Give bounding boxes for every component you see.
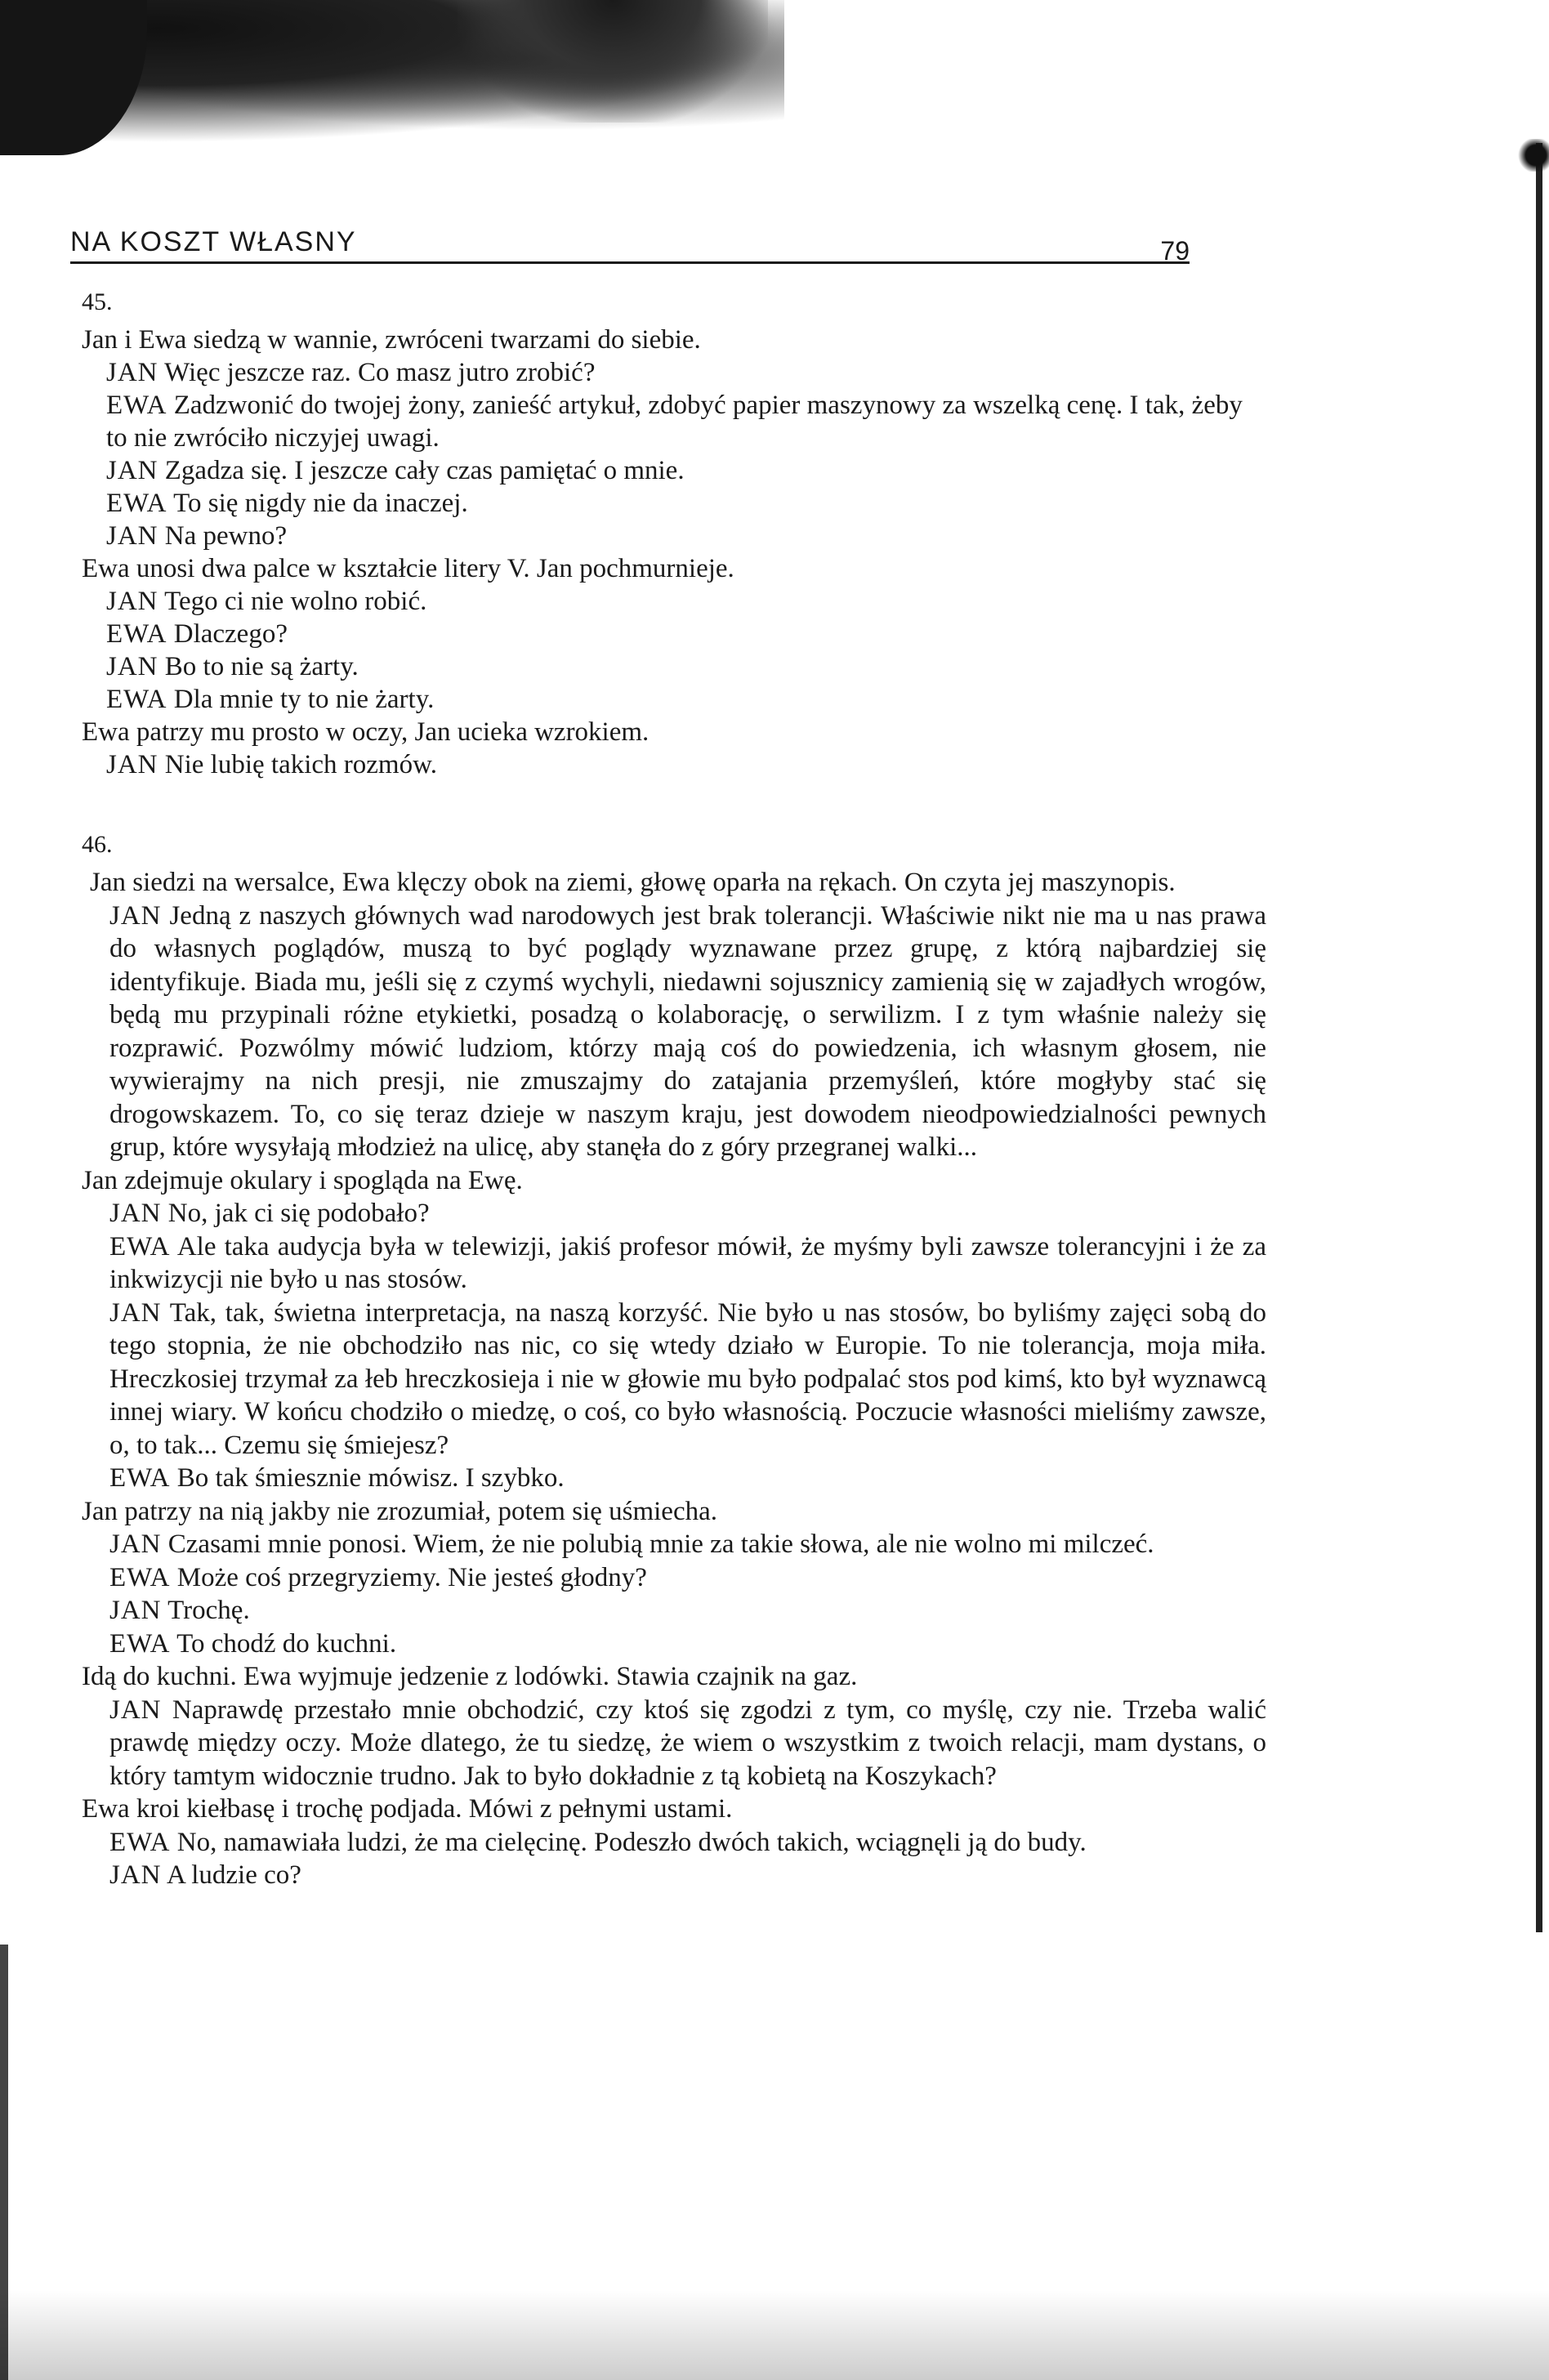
dialogue-line (82, 683, 1266, 716)
book-title: NA KOSZT WŁASNY (70, 226, 357, 257)
speaker-name: JAN (109, 1860, 162, 1890)
line-text: Na pewno? (164, 521, 288, 551)
dialogue-line (82, 585, 1266, 618)
dialogue-line (82, 1230, 1266, 1297)
speaker-name: EWA (109, 1827, 171, 1857)
speaker-name: JAN (106, 358, 158, 387)
speaker-name: JAN (109, 1529, 162, 1559)
dialogue-line (82, 1694, 1266, 1793)
scene-lines (82, 866, 1266, 1892)
stage-direction (82, 866, 1266, 900)
dialogue-line (82, 1594, 1266, 1628)
speaker-name: JAN (109, 900, 162, 931)
speaker-name: JAN (106, 587, 158, 616)
dialogue-line (82, 389, 1266, 454)
scene-46 (82, 828, 1266, 1892)
line-text: No, namawiała ludzi, że ma cielęcinę. Podeszło dwóch takich, wciągnęli ją do budy. (176, 1827, 1087, 1857)
dialogue-line (82, 1462, 1266, 1495)
stage-direction (82, 1164, 1266, 1198)
line-text: Bo tak śmiesznie mówisz. I szybko. (176, 1463, 565, 1493)
line-text: Naprawdę przestało mnie obchodzić, czy ktoś się zgodzi z tym, co myślę, czy nie. Trzeba walić prawdę między oczy. Może dlatego, że tu siedzę, że wiem o wszystkim z twoich relacji, mam dystans, o który tamtym widocznie trudno. Jak to było dokładnie z tą kobietą na Koszykach? (109, 1695, 1266, 1791)
speaker-name: EWA (109, 1463, 171, 1493)
line-text: To się nigdy nie da inaczej. (173, 489, 468, 518)
dialogue-line (82, 900, 1266, 1164)
line-text: Jan zdejmuje okulary i spogląda na Ewę. (82, 1165, 523, 1195)
line-text: Jedną z naszych głównych wad narodowych jest brak tolerancji. Właściwie nikt nie ma u nas prawa do własnych poglądów, muszą to być poglądy wyznawane przez grupę, z którą najbardziej się identyfikuje. Biada mu, jeśli się z czymś wychyli, niedawni sojusznicy zamienią się w zajadłych wrogów, będą mu przypinali różne etykietki, posadzą o kolaborację, o serwilizm. I z tym właśnie należy się rozprawić. Pozwólmy mówić ludziom, którzy mają coś do powiedzenia, ich własnym głosem, nie wywierajmy na nich presji, nie zmuszajmy do zatajania przemyśleń, które mogłyby stać się drogowskazem. To, co się teraz dzieje w naszym kraju, jest dowodem nieodpowiedzialności pewnych grup, które wysyłają młodzież na ulicę, aby stanęła do z góry przegranej walki... (109, 900, 1266, 1162)
scan-artifact-right-corner (1516, 139, 1549, 172)
speaker-name: JAN (109, 1199, 162, 1228)
scene-45 (82, 286, 1266, 781)
dialogue-line (82, 618, 1266, 650)
dialogue-line (82, 1561, 1266, 1595)
dialogue-line (82, 748, 1266, 781)
line-text: Ewa patrzy mu prosto w oczy, Jan ucieka wzrokiem. (82, 717, 650, 747)
line-text: Czasami mnie ponosi. Wiem, że nie polubią mnie za takie słowa, ale nie wolno mi milczeć. (167, 1529, 1154, 1559)
speaker-name: EWA (106, 685, 167, 714)
speaker-name: JAN (106, 456, 158, 485)
line-text: Dlaczego? (173, 619, 288, 649)
speaker-name: EWA (106, 391, 167, 420)
speaker-name: EWA (106, 489, 167, 518)
line-text: Tego ci nie wolno robić. (164, 587, 427, 616)
line-text: Zadzwonić do twojej żony, zanieść artykuł, zdobyć papier maszynowy za wszelką cenę. I tak, żeby to nie zwróciło niczyjej uwagi. (106, 391, 1243, 453)
speaker-name: JAN (109, 1695, 162, 1725)
dialogue-line (82, 356, 1266, 389)
line-text: Więc jeszcze raz. Co masz jutro zrobić? (164, 358, 596, 387)
dialogue-line (82, 1628, 1266, 1661)
line-text: Trochę. (167, 1596, 250, 1625)
running-header (70, 214, 1190, 264)
speaker-name: JAN (106, 652, 158, 681)
scene-lines (82, 324, 1266, 781)
stage-direction (82, 1495, 1266, 1529)
scan-artifact-bottom (0, 2290, 1549, 2380)
speaker-name: EWA (109, 1562, 171, 1592)
dialogue-line (82, 487, 1266, 520)
scan-artifact-top-center (458, 0, 768, 123)
line-text: Ewa kroi kiełbasę i trochę podjada. Mówi z pełnymi ustami. (82, 1794, 733, 1824)
line-text: Dla mnie ty to nie żarty. (173, 685, 435, 714)
line-text: Zgadza się. I jeszcze cały czas pamiętać o mnie. (164, 456, 685, 485)
line-text: No, jak ci się podobało? (167, 1199, 430, 1228)
speaker-name: JAN (106, 521, 158, 551)
speaker-name: JAN (109, 1297, 162, 1328)
line-text: Jan i Ewa siedzą w wannie, zwróceni twarzami do siebie. (82, 325, 701, 355)
line-text: Może coś przegryziemy. Nie jesteś głodny? (176, 1562, 647, 1592)
dialogue-line (82, 1859, 1266, 1892)
line-text: Jan siedzi na wersalce, Ewa klęczy obok na ziemi, głowę oparła na rękach. On czyta jej maszynopis. (90, 868, 1176, 897)
line-text: Jan patrzy na nią jakby nie zrozumiał, potem się uśmiecha. (82, 1496, 717, 1526)
dialogue-line (82, 1528, 1266, 1561)
line-text: Idą do kuchni. Ewa wyjmuje jedzenie z lodówki. Stawia czajnik na gaz. (82, 1662, 858, 1691)
dialogue-line (82, 454, 1266, 487)
stage-direction (82, 1660, 1266, 1694)
dialogue-line (82, 520, 1266, 552)
dialogue-line (82, 650, 1266, 683)
stage-direction (82, 1793, 1266, 1826)
line-text: Ale taka audycja była w telewizji, jakiś profesor mówił, że myśmy byli zawsze tolerancyjni i że za inkwizycji nie było u nas stosów. (109, 1231, 1266, 1294)
speaker-name: EWA (109, 1628, 171, 1659)
scan-artifact-right-edge (1536, 143, 1542, 1932)
scene-number: 45. (82, 288, 113, 315)
speaker-name: JAN (109, 1596, 162, 1625)
scene-number: 46. (82, 831, 113, 858)
dialogue-line (82, 1297, 1266, 1462)
stage-direction (82, 324, 1266, 356)
line-text: Bo to nie są żarty. (164, 652, 359, 681)
dialogue-line (82, 1826, 1266, 1860)
stage-direction (82, 552, 1266, 585)
line-text: Tak, tak, świetna interpretacja, na naszą korzyść. Nie było u nas stosów, bo byliśmy zajęci sobą do tego stopnia, że nie obchodziło nas nic, co się wtedy działo w Europie. To nie tolerancja, moja miła. Hreczkosiej trzymał za łeb hreczkosieja i nie w głowie mu było podpalać stos pod kimś, kto był wyznawcą innej wiary. W końcu chodziło o miedzę, o coś, co było własnością. Poczucie własności mieliśmy zawsze, o, to tak... Czemu się śmiejesz? (109, 1297, 1267, 1460)
page-number: 79 (1160, 236, 1190, 266)
line-text: Nie lubię takich rozmów. (164, 750, 438, 779)
line-text: Ewa unosi dwa palce w kształcie litery V. Jan pochmurnieje. (82, 554, 734, 583)
page-body (82, 286, 1266, 1940)
line-text: To chodź do kuchni. (176, 1628, 397, 1659)
dialogue-line (82, 1197, 1266, 1230)
speaker-name: EWA (106, 619, 167, 649)
speaker-name: EWA (109, 1231, 171, 1261)
stage-direction (82, 716, 1266, 748)
speaker-name: JAN (106, 750, 158, 779)
line-text: A ludzie co? (166, 1860, 301, 1890)
